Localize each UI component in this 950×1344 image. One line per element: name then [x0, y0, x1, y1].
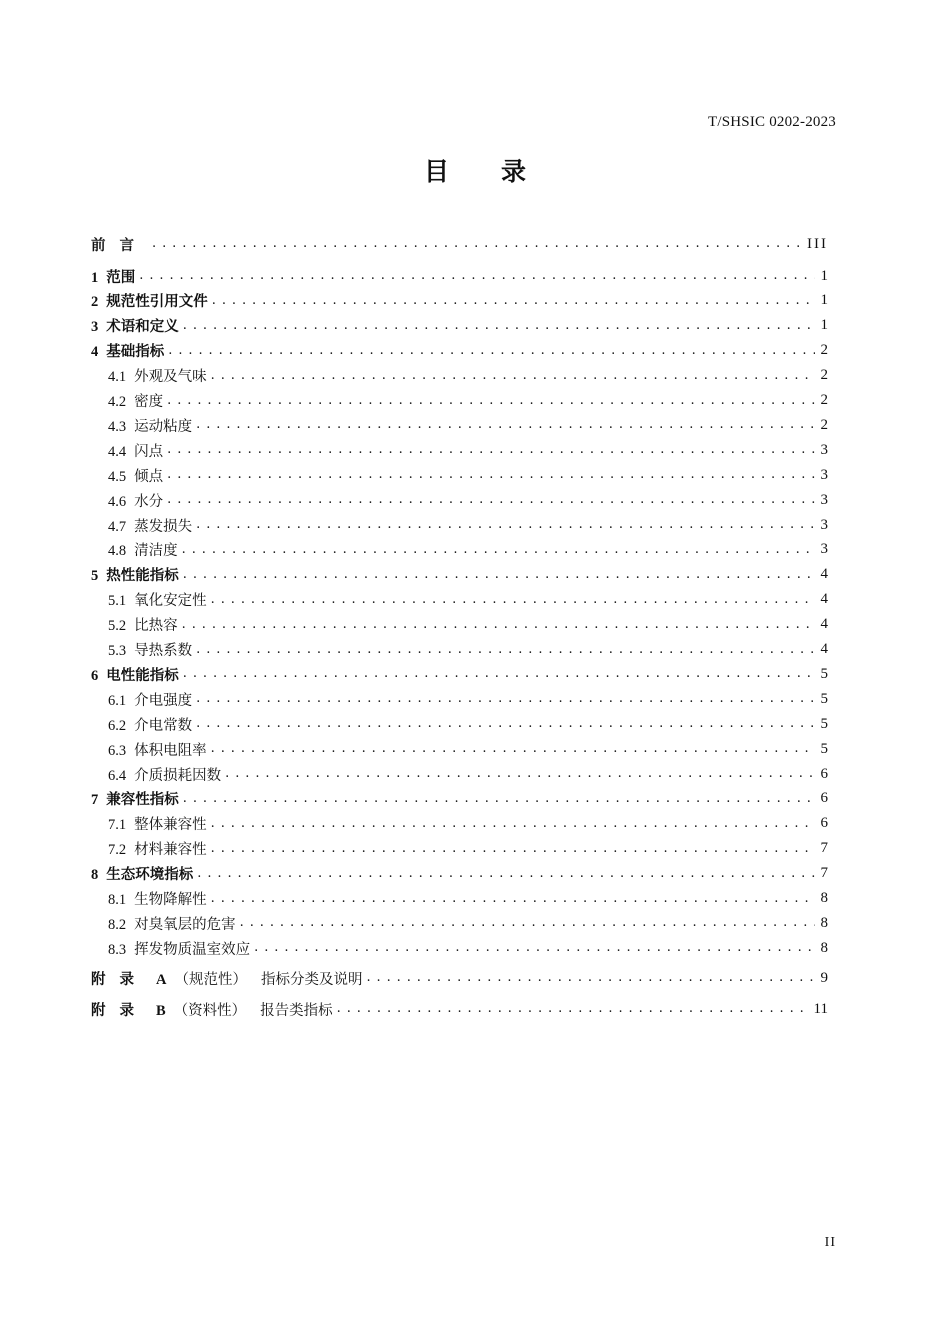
appendix-letter: A — [156, 971, 167, 988]
toc-entry-page: 8 — [820, 939, 828, 956]
toc-entry-page: 4 — [820, 641, 828, 657]
toc-entry-number: 6.1 — [108, 692, 127, 709]
toc-entry-number: 4.4 — [108, 443, 127, 460]
toc-entry-label: 密度 — [134, 394, 164, 410]
toc-entry-number: 3 — [91, 319, 99, 336]
toc-entry-page: 3 — [820, 441, 828, 458]
toc-entry[interactable] — [91, 513, 828, 537]
toc-entry-page: 9 — [820, 969, 828, 986]
toc-entry[interactable] — [91, 364, 828, 388]
document-code: T/SHSIC 0202-2023 — [708, 114, 836, 130]
toc-entry-label: 介电常数 — [134, 717, 193, 734]
toc-entry-page: 2 — [820, 342, 828, 359]
toc-entry-page: 5 — [820, 715, 828, 732]
toc-entry[interactable] — [91, 389, 828, 413]
toc-entry-page: 8 — [820, 890, 828, 906]
dot-leader — [211, 843, 815, 857]
toc-entry-number: 7 — [91, 792, 99, 809]
dot-leader — [337, 1003, 810, 1017]
toc-entry-label: 蒸发损失 — [134, 518, 193, 535]
dot-leader — [211, 893, 815, 907]
toc-entry-label: 清洁度 — [134, 543, 178, 560]
toc-entry-label: 规范性引用文件 — [106, 293, 208, 311]
dot-leader — [196, 644, 815, 658]
toc-entry-page: 7 — [820, 865, 828, 882]
toc-entry-page: 4 — [820, 566, 828, 583]
dot-leader — [182, 544, 815, 558]
appendix-prefix: 附 — [91, 970, 106, 988]
toc-entry-number: 4 — [91, 344, 99, 361]
toc-entry-label: 闪点 — [134, 443, 164, 460]
toc-entry-label: 氧化安定性 — [134, 593, 207, 610]
toc-entry-number: 7.1 — [108, 817, 127, 834]
dot-leader — [225, 768, 815, 782]
toc-entry-page: 4 — [820, 591, 828, 608]
toc-entry-label: 外观及气味 — [134, 369, 207, 386]
toc-entry-number: 6.2 — [108, 717, 127, 734]
appendix-kind: （规范性） — [174, 971, 247, 988]
toc-entry[interactable] — [91, 936, 828, 960]
toc-entry-label: 基础指标 — [106, 343, 165, 361]
toc-entry-number: 5.1 — [108, 593, 127, 610]
toc-entry-label: 介质损耗因数 — [134, 767, 222, 784]
dot-leader — [139, 270, 815, 284]
toc-entry[interactable] — [91, 339, 828, 363]
toc-entry[interactable] — [91, 737, 828, 761]
toc-entry-number: 4.5 — [108, 468, 127, 485]
toc-entry[interactable] — [91, 413, 828, 437]
toc-entry-label: 体积电阻率 — [134, 742, 207, 759]
toc-entry-label: 电性能指标 — [106, 666, 179, 684]
toc-entry[interactable] — [91, 538, 828, 562]
toc-entry-label: 热性能指标 — [106, 567, 179, 585]
dot-leader — [183, 569, 815, 583]
dot-leader — [196, 693, 815, 707]
toc-entry-number: 8.3 — [108, 941, 127, 958]
appendix-title: 指标分类及说明 — [260, 971, 363, 988]
toc-entry-foreword[interactable] — [91, 232, 828, 256]
toc-entry-page: 3 — [820, 516, 828, 533]
dot-leader — [211, 818, 815, 832]
toc-entry[interactable] — [91, 613, 828, 637]
dot-leader — [152, 238, 803, 252]
toc-entry-page: 2 — [820, 367, 828, 384]
toc-entry[interactable] — [91, 264, 828, 288]
toc-entry-page: 7 — [820, 840, 828, 857]
toc-entry[interactable] — [91, 438, 828, 462]
dot-leader — [168, 345, 815, 359]
toc-entry-number: 1 — [91, 269, 99, 286]
toc-entry-page: 5 — [820, 665, 828, 682]
toc-entry-page: 3 — [820, 541, 828, 558]
toc-entry-page: 2 — [820, 392, 828, 408]
dot-leader — [167, 469, 815, 483]
toc-entry-label: 比热容 — [134, 618, 178, 635]
toc-entry-page: 6 — [820, 790, 828, 807]
toc-entry-label: 倾点 — [134, 468, 164, 485]
dot-leader — [167, 444, 815, 458]
toc-entry[interactable] — [91, 289, 828, 313]
toc-entry[interactable] — [91, 911, 828, 935]
toc-entry-number: 7.2 — [108, 842, 127, 859]
toc-entry-label: 水分 — [134, 493, 164, 510]
toc-entry-page: 4 — [820, 616, 828, 633]
page-title: 目录 — [423, 157, 578, 186]
toc-entry[interactable] — [91, 314, 828, 338]
toc-entry[interactable] — [91, 787, 828, 811]
toc-entry[interactable] — [91, 588, 828, 612]
toc-entry-number: 8 — [91, 867, 99, 884]
toc-entry-label: 对臭氧层的危害 — [134, 916, 236, 933]
dot-leader — [182, 619, 815, 633]
appendix-kind: （资料性） — [173, 1002, 247, 1019]
page-number: II — [824, 1235, 836, 1250]
toc-entry[interactable] — [91, 662, 828, 686]
toc-entry[interactable] — [91, 812, 828, 836]
toc-entry[interactable] — [91, 638, 828, 662]
toc-entry-number: 5.3 — [108, 643, 127, 659]
dot-leader — [183, 320, 815, 334]
toc-entry-page: 11 — [813, 1000, 828, 1017]
toc-entry-page: 2 — [820, 416, 828, 433]
dot-leader — [167, 395, 815, 409]
toc-entry-label: 导热系数 — [134, 643, 193, 659]
dot-leader — [240, 917, 815, 931]
appendix-prefix: 附 — [91, 1001, 106, 1019]
toc-entry-label: 生态环境指标 — [106, 866, 194, 884]
toc-entry-appendix-a[interactable] — [91, 966, 828, 990]
toc-entry[interactable] — [91, 463, 828, 487]
toc-entry-appendix-b[interactable] — [91, 997, 828, 1021]
dot-leader — [211, 594, 815, 608]
toc-entry-number: 5.2 — [108, 618, 127, 635]
toc-entry-page: 3 — [820, 466, 828, 483]
toc-entry-label: 前言 — [91, 236, 148, 254]
toc-entry-page: III — [807, 235, 828, 252]
toc-entry-number: 4.6 — [108, 493, 127, 510]
toc-entry-label: 挥发物质温室效应 — [134, 941, 251, 958]
dot-leader — [196, 519, 815, 533]
dot-leader — [167, 494, 815, 508]
toc-entry[interactable] — [91, 862, 828, 886]
dot-leader — [196, 718, 815, 732]
toc-entry-page: 3 — [820, 491, 828, 508]
appendix-prefix: 录 — [119, 1001, 134, 1019]
toc-entry-number: 8.2 — [108, 916, 127, 933]
toc-entry[interactable] — [91, 762, 828, 786]
dot-leader — [366, 972, 815, 986]
dot-leader — [211, 370, 815, 384]
toc-entry[interactable] — [91, 563, 828, 587]
toc-entry-page: 5 — [820, 690, 828, 707]
dot-leader — [212, 295, 815, 309]
toc-entry-page: 6 — [820, 765, 828, 782]
toc-entry-number: 2 — [91, 294, 99, 311]
dot-leader — [197, 868, 815, 882]
toc-entry[interactable] — [91, 887, 828, 911]
toc-entry-page: 1 — [820, 317, 828, 334]
toc-entry[interactable] — [91, 837, 828, 861]
toc-entry-number: 6.3 — [108, 742, 127, 759]
toc-entry[interactable] — [91, 687, 828, 711]
toc-entry-page: 8 — [820, 914, 828, 931]
toc-entry-number: 4.8 — [108, 543, 127, 560]
toc-entry-label: 范围 — [106, 268, 136, 286]
toc-entry-page: 6 — [820, 815, 828, 832]
toc-entry-label: 运动粘度 — [134, 418, 193, 435]
toc-entry-number: 4.3 — [108, 418, 127, 435]
toc-entry-label: 材料兼容性 — [134, 842, 207, 859]
dot-leader — [211, 743, 815, 757]
toc-entry-page: 5 — [820, 740, 828, 757]
dot-leader — [183, 668, 815, 682]
appendix-prefix: 录 — [119, 970, 134, 988]
dot-leader — [254, 942, 815, 956]
toc-entry-label: 兼容性指标 — [106, 791, 179, 809]
toc-entry-page: 1 — [820, 292, 828, 309]
toc-entry-number: 4.1 — [108, 369, 127, 386]
toc-entry-number: 6.4 — [108, 767, 127, 784]
toc-entry-label: 生物降解性 — [134, 892, 207, 908]
appendix-letter: B — [156, 1002, 166, 1019]
toc-entry-page: 1 — [820, 267, 828, 284]
toc-entry-number: 8.1 — [108, 892, 127, 908]
toc-entry-label: 术语和定义 — [106, 318, 179, 336]
toc-entry-number: 6 — [91, 667, 99, 684]
toc-entry-number: 4.7 — [108, 518, 127, 535]
toc-entry[interactable] — [91, 712, 828, 736]
toc-entry-label: 整体兼容性 — [134, 817, 207, 834]
appendix-title: 报告类指标 — [260, 1002, 333, 1019]
toc-entry-number: 4.2 — [108, 394, 127, 410]
dot-leader — [196, 419, 815, 433]
dot-leader — [183, 793, 815, 807]
toc-entry-label: 介电强度 — [134, 692, 193, 709]
toc-entry-number: 5 — [91, 568, 99, 585]
toc-entry[interactable] — [91, 488, 828, 512]
